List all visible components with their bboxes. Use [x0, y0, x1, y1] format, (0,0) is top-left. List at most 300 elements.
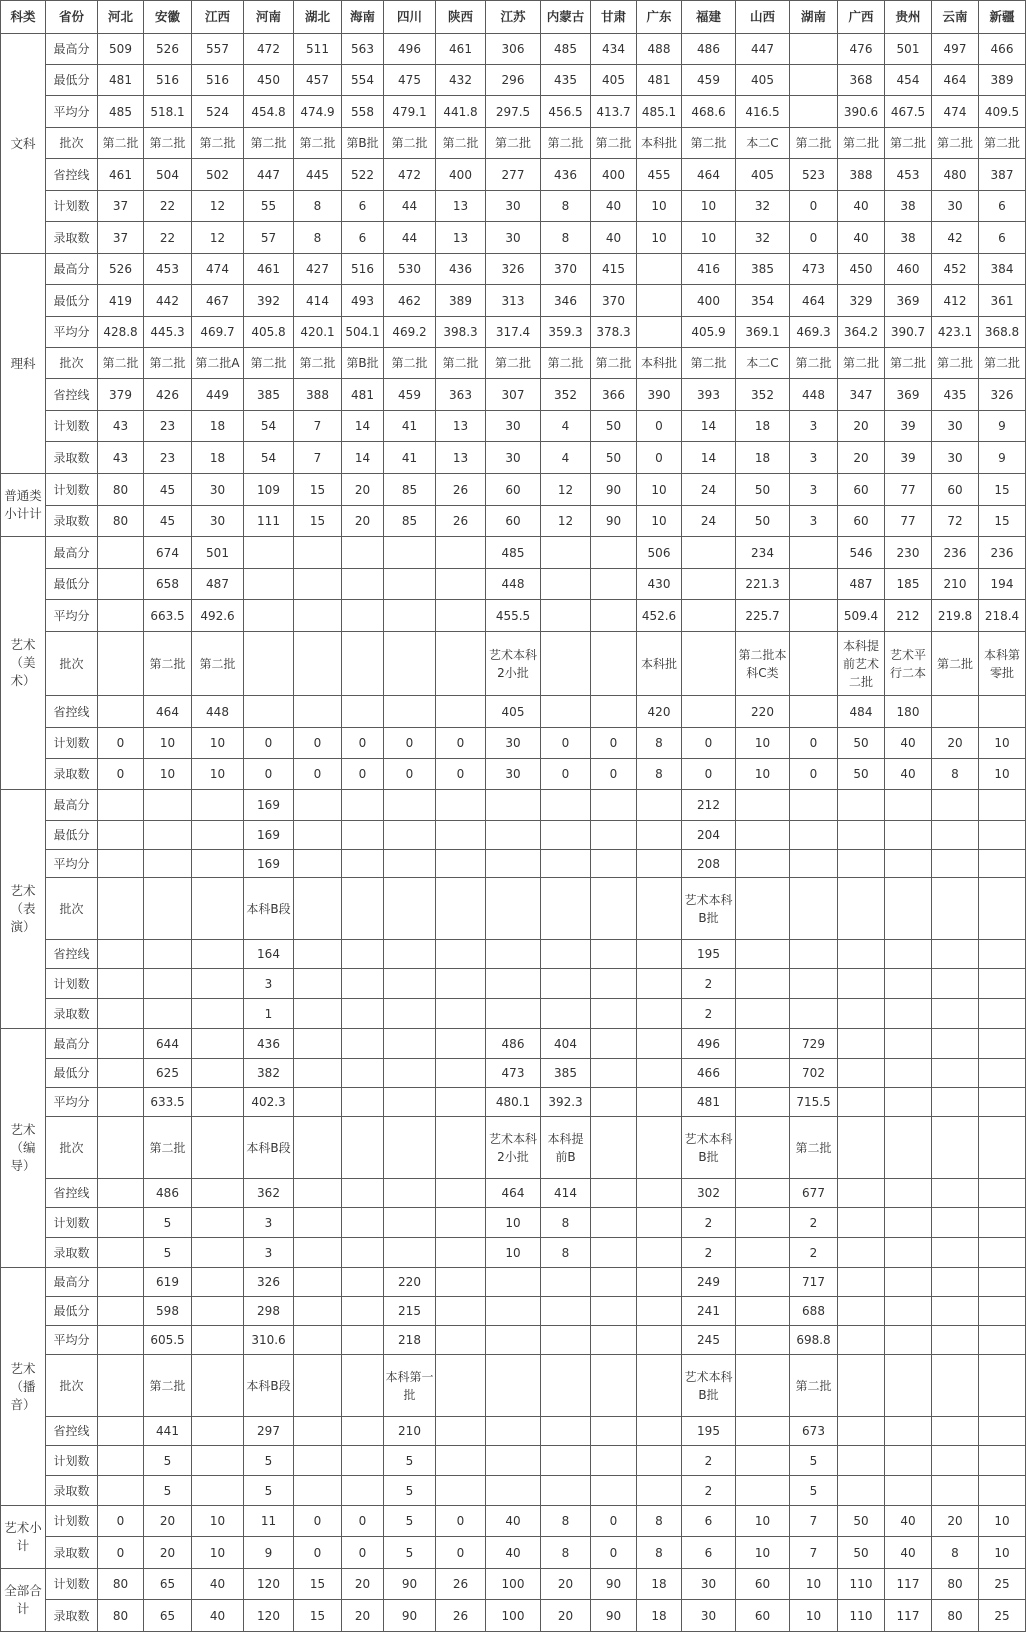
data-cell [436, 1088, 486, 1117]
data-cell: 0 [637, 411, 682, 442]
data-cell: 456.5 [541, 96, 591, 128]
data-cell: 0 [591, 728, 637, 759]
data-cell [736, 1117, 790, 1179]
data-cell: 364.2 [838, 317, 885, 348]
data-cell: 90 [591, 506, 637, 537]
data-cell: 310.6 [244, 1326, 294, 1355]
data-cell [294, 1355, 342, 1417]
data-cell: 378.3 [591, 317, 637, 348]
header-province-name: 安徽 [144, 1, 192, 34]
data-cell: 3 [790, 506, 838, 537]
data-cell: 7 [294, 442, 342, 474]
data-cell [591, 1088, 637, 1117]
data-cell [838, 1059, 885, 1088]
data-cell: 80 [932, 1600, 979, 1632]
header-category: 科类 [1, 1, 46, 34]
data-cell [342, 1476, 384, 1506]
data-cell: 30 [192, 506, 244, 537]
data-cell: 419 [98, 285, 144, 317]
data-cell [192, 821, 244, 850]
data-cell: 481 [342, 379, 384, 411]
data-cell: 169 [244, 821, 294, 850]
data-cell: 485 [486, 537, 541, 569]
data-cell: 2 [682, 999, 736, 1029]
data-cell: 20 [838, 411, 885, 442]
table-row [1, 1476, 1026, 1506]
data-cell: 8 [294, 222, 342, 254]
data-cell: 20 [342, 506, 384, 537]
data-cell: 26 [436, 1569, 486, 1600]
data-cell [541, 790, 591, 821]
data-cell: 400 [591, 159, 637, 191]
data-cell: 436 [244, 1029, 294, 1059]
data-cell [932, 1179, 979, 1208]
data-cell [637, 1326, 682, 1355]
data-cell: 0 [637, 442, 682, 474]
data-cell [979, 1179, 1026, 1208]
data-cell: 10 [979, 759, 1026, 790]
data-cell: 307 [486, 379, 541, 411]
data-cell: 598 [144, 1297, 192, 1326]
data-cell [838, 1179, 885, 1208]
data-cell [144, 878, 192, 940]
data-cell: 2 [682, 1238, 736, 1268]
data-cell: 50 [591, 442, 637, 474]
data-cell: 0 [682, 728, 736, 759]
data-cell [294, 600, 342, 632]
data-cell: 第B批 [342, 348, 384, 379]
data-cell [486, 878, 541, 940]
data-cell [98, 1355, 144, 1417]
data-cell: 390.7 [885, 317, 932, 348]
data-cell [885, 878, 932, 940]
data-cell: 370 [541, 254, 591, 285]
data-cell [436, 1029, 486, 1059]
data-cell: 第二批 [98, 348, 144, 379]
data-cell [98, 1417, 144, 1446]
table-row [1, 1506, 1026, 1537]
row-label: 最高分 [46, 790, 98, 821]
data-cell [294, 878, 342, 940]
data-cell [790, 999, 838, 1029]
data-cell: 298 [244, 1297, 294, 1326]
data-cell [790, 96, 838, 128]
category-cell: 艺术小计 [1, 1506, 46, 1569]
data-cell: 第二批 [591, 128, 637, 159]
header-province-name: 广西 [838, 1, 885, 34]
data-cell [294, 1417, 342, 1446]
data-cell [932, 969, 979, 999]
data-cell: 本科提前B [541, 1117, 591, 1179]
data-cell: 0 [436, 759, 486, 790]
data-cell: 5 [144, 1446, 192, 1476]
data-cell: 557 [192, 34, 244, 65]
data-cell: 41 [384, 442, 436, 474]
data-cell: 2 [682, 1446, 736, 1476]
data-cell: 20 [541, 1569, 591, 1600]
row-label: 批次 [46, 878, 98, 940]
data-cell: 26 [436, 506, 486, 537]
data-cell [637, 878, 682, 940]
row-label: 平均分 [46, 850, 98, 878]
table-row [1, 96, 1026, 128]
header-row [1, 1, 1026, 34]
data-cell: 20 [838, 442, 885, 474]
data-cell [979, 940, 1026, 969]
data-cell [541, 940, 591, 969]
data-cell: 4 [541, 442, 591, 474]
data-cell: 85 [384, 506, 436, 537]
data-cell: 457 [294, 65, 342, 96]
data-cell: 90 [591, 474, 637, 506]
data-cell: 65 [144, 1569, 192, 1600]
data-cell: 10 [736, 728, 790, 759]
data-cell: 30 [932, 411, 979, 442]
data-cell [192, 878, 244, 940]
data-cell [294, 1059, 342, 1088]
data-cell [885, 1355, 932, 1417]
data-cell [192, 1208, 244, 1238]
category-cell: 艺术（编导） [1, 1029, 46, 1268]
data-cell: 40 [838, 191, 885, 222]
table-row [1, 1600, 1026, 1632]
data-cell [736, 969, 790, 999]
category-cell: 普通类小计计 [1, 474, 46, 537]
data-cell [342, 1446, 384, 1476]
data-cell [98, 878, 144, 940]
data-cell: 50 [838, 1506, 885, 1537]
data-cell [885, 821, 932, 850]
data-cell [736, 1417, 790, 1446]
data-cell: 8 [541, 1238, 591, 1268]
data-cell [736, 1446, 790, 1476]
data-cell: 22 [144, 191, 192, 222]
table-row [1, 159, 1026, 191]
data-cell [682, 600, 736, 632]
row-label: 批次 [46, 128, 98, 159]
data-cell: 第二批 [294, 128, 342, 159]
data-cell [342, 1326, 384, 1355]
data-cell [192, 1117, 244, 1179]
data-cell: 第二批 [838, 128, 885, 159]
data-cell [736, 1238, 790, 1268]
data-cell: 7 [790, 1537, 838, 1569]
row-label: 计划数 [46, 411, 98, 442]
data-cell [384, 999, 436, 1029]
data-cell: 496 [682, 1029, 736, 1059]
data-cell: 12 [192, 191, 244, 222]
data-cell [932, 1088, 979, 1117]
data-cell [342, 1029, 384, 1059]
data-cell: 8 [541, 191, 591, 222]
data-cell: 6 [342, 191, 384, 222]
row-label: 最高分 [46, 1029, 98, 1059]
data-cell [436, 1179, 486, 1208]
data-cell [591, 1208, 637, 1238]
data-cell: 60 [486, 474, 541, 506]
data-cell: 416.5 [736, 96, 790, 128]
data-cell [98, 1179, 144, 1208]
data-cell [637, 1268, 682, 1297]
data-cell: 15 [294, 1600, 342, 1632]
data-cell [932, 999, 979, 1029]
data-cell [342, 1117, 384, 1179]
data-cell: 462 [384, 285, 436, 317]
data-cell [885, 1029, 932, 1059]
data-cell [342, 1297, 384, 1326]
data-cell: 艺术本科2小批 [486, 632, 541, 696]
data-cell [790, 940, 838, 969]
data-cell [541, 1268, 591, 1297]
data-cell: 3 [790, 474, 838, 506]
data-cell [342, 569, 384, 600]
data-cell: 3 [244, 1208, 294, 1238]
data-cell: 5 [144, 1208, 192, 1238]
data-cell [436, 1297, 486, 1326]
data-cell: 405 [736, 159, 790, 191]
data-cell: 10 [144, 728, 192, 759]
data-cell: 474.9 [294, 96, 342, 128]
data-cell [541, 1446, 591, 1476]
table-row [1, 1297, 1026, 1326]
data-cell: 第二批A [192, 348, 244, 379]
data-cell [384, 940, 436, 969]
data-cell: 405 [486, 696, 541, 728]
data-cell [591, 1417, 637, 1446]
data-cell [736, 1297, 790, 1326]
table-row [1, 1238, 1026, 1268]
data-cell: 第二批 [244, 128, 294, 159]
data-cell: 2 [682, 969, 736, 999]
data-cell: 24 [682, 474, 736, 506]
data-cell: 120 [244, 1569, 294, 1600]
header-province-name: 海南 [342, 1, 384, 34]
table-row [1, 1268, 1026, 1297]
data-cell [98, 850, 144, 878]
data-cell: 0 [384, 728, 436, 759]
data-cell: 10 [192, 759, 244, 790]
data-cell: 15 [979, 474, 1026, 506]
data-cell [294, 1029, 342, 1059]
data-cell: 6 [979, 191, 1026, 222]
row-label: 最高分 [46, 537, 98, 569]
data-cell: 20 [541, 1600, 591, 1632]
row-label: 最低分 [46, 65, 98, 96]
row-label: 平均分 [46, 1326, 98, 1355]
data-cell [384, 1117, 436, 1179]
table-row [1, 878, 1026, 940]
data-cell [591, 537, 637, 569]
data-cell: 464 [682, 159, 736, 191]
data-cell: 40 [591, 191, 637, 222]
data-cell: 644 [144, 1029, 192, 1059]
data-cell: 442 [144, 285, 192, 317]
data-cell [932, 1446, 979, 1476]
header-province-name: 福建 [682, 1, 736, 34]
data-cell [294, 1179, 342, 1208]
data-cell [979, 1297, 1026, 1326]
data-cell: 本科B段 [244, 1355, 294, 1417]
data-cell: 90 [591, 1569, 637, 1600]
data-cell [637, 1446, 682, 1476]
data-cell: 本科B段 [244, 878, 294, 940]
data-cell: 40 [192, 1600, 244, 1632]
data-cell: 468.6 [682, 96, 736, 128]
data-cell: 526 [144, 34, 192, 65]
data-cell: 18 [637, 1600, 682, 1632]
data-cell [790, 790, 838, 821]
data-cell: 8 [932, 759, 979, 790]
data-cell [98, 821, 144, 850]
data-cell: 11 [244, 1506, 294, 1537]
data-cell: 30 [486, 442, 541, 474]
data-cell: 80 [932, 1569, 979, 1600]
data-cell: 497 [932, 34, 979, 65]
data-cell [932, 1059, 979, 1088]
data-cell [294, 850, 342, 878]
data-cell [885, 1446, 932, 1476]
data-cell: 414 [541, 1179, 591, 1208]
data-cell [294, 821, 342, 850]
data-cell [591, 1238, 637, 1268]
data-cell: 0 [682, 759, 736, 790]
data-cell [637, 1059, 682, 1088]
data-cell [98, 1326, 144, 1355]
data-cell [591, 1029, 637, 1059]
data-cell: 445.3 [144, 317, 192, 348]
data-cell [838, 1476, 885, 1506]
data-cell [591, 878, 637, 940]
data-cell: 10 [486, 1238, 541, 1268]
data-cell: 563 [342, 34, 384, 65]
data-cell [932, 1208, 979, 1238]
data-cell [637, 1179, 682, 1208]
data-cell: 511 [294, 34, 342, 65]
table-row [1, 411, 1026, 442]
data-cell: 428.8 [98, 317, 144, 348]
data-cell: 艺术本科B批 [682, 1355, 736, 1417]
data-cell [342, 632, 384, 696]
data-cell: 415 [591, 254, 637, 285]
table-row [1, 1179, 1026, 1208]
data-cell [838, 1208, 885, 1238]
data-cell: 8 [294, 191, 342, 222]
data-cell: 492.6 [192, 600, 244, 632]
data-cell [637, 1117, 682, 1179]
data-cell [637, 940, 682, 969]
data-cell [192, 1297, 244, 1326]
table-row [1, 222, 1026, 254]
data-cell [885, 1179, 932, 1208]
row-label: 批次 [46, 632, 98, 696]
data-cell: 60 [932, 474, 979, 506]
data-cell: 10 [192, 1537, 244, 1569]
data-cell: 698.8 [790, 1326, 838, 1355]
data-cell: 10 [790, 1600, 838, 1632]
data-cell: 23 [144, 411, 192, 442]
data-cell [342, 1088, 384, 1117]
data-cell [591, 999, 637, 1029]
data-cell: 30 [192, 474, 244, 506]
data-cell: 18 [736, 411, 790, 442]
data-cell: 45 [144, 474, 192, 506]
data-cell [736, 790, 790, 821]
data-cell [541, 999, 591, 1029]
data-cell [436, 632, 486, 696]
data-cell: 326 [979, 379, 1026, 411]
table-row [1, 1417, 1026, 1446]
data-cell: 110 [838, 1600, 885, 1632]
data-cell: 50 [838, 1537, 885, 1569]
data-cell [144, 821, 192, 850]
table-row [1, 850, 1026, 878]
row-label: 批次 [46, 1117, 98, 1179]
data-cell: 449 [192, 379, 244, 411]
table-row [1, 821, 1026, 850]
data-cell [192, 1446, 244, 1476]
data-cell: 2 [682, 1476, 736, 1506]
data-cell [436, 999, 486, 1029]
data-cell: 370 [591, 285, 637, 317]
category-cell: 理科 [1, 254, 46, 474]
data-cell: 0 [98, 1506, 144, 1537]
data-cell [736, 878, 790, 940]
data-cell: 26 [436, 1600, 486, 1632]
data-cell [932, 790, 979, 821]
data-cell: 715.5 [790, 1088, 838, 1117]
table-row [1, 65, 1026, 96]
data-cell: 第二批 [932, 632, 979, 696]
data-cell: 38 [885, 191, 932, 222]
data-cell: 230 [885, 537, 932, 569]
data-cell: 234 [736, 537, 790, 569]
data-cell: 40 [591, 222, 637, 254]
data-cell: 0 [436, 728, 486, 759]
row-label: 最低分 [46, 821, 98, 850]
data-cell [790, 569, 838, 600]
data-cell: 117 [885, 1600, 932, 1632]
data-cell: 72 [932, 506, 979, 537]
data-cell [436, 821, 486, 850]
data-cell [144, 940, 192, 969]
header-province-name: 云南 [932, 1, 979, 34]
data-cell: 455.5 [486, 600, 541, 632]
data-cell [342, 850, 384, 878]
table-row [1, 254, 1026, 285]
data-cell: 30 [486, 728, 541, 759]
data-cell [637, 1476, 682, 1506]
data-cell: 493 [342, 285, 384, 317]
data-cell: 435 [932, 379, 979, 411]
row-label: 录取数 [46, 1537, 98, 1569]
data-cell [384, 969, 436, 999]
data-cell: 317.4 [486, 317, 541, 348]
data-cell [591, 1117, 637, 1179]
data-cell: 54 [244, 411, 294, 442]
data-cell: 509.4 [838, 600, 885, 632]
data-cell [736, 1029, 790, 1059]
data-cell [885, 1268, 932, 1297]
data-cell: 523 [790, 159, 838, 191]
data-cell: 0 [244, 728, 294, 759]
data-cell: 297.5 [486, 96, 541, 128]
data-cell [838, 850, 885, 878]
data-cell: 32 [736, 222, 790, 254]
data-cell: 0 [591, 1506, 637, 1537]
data-cell [436, 1326, 486, 1355]
data-cell: 297 [244, 1417, 294, 1446]
data-cell: 392 [244, 285, 294, 317]
